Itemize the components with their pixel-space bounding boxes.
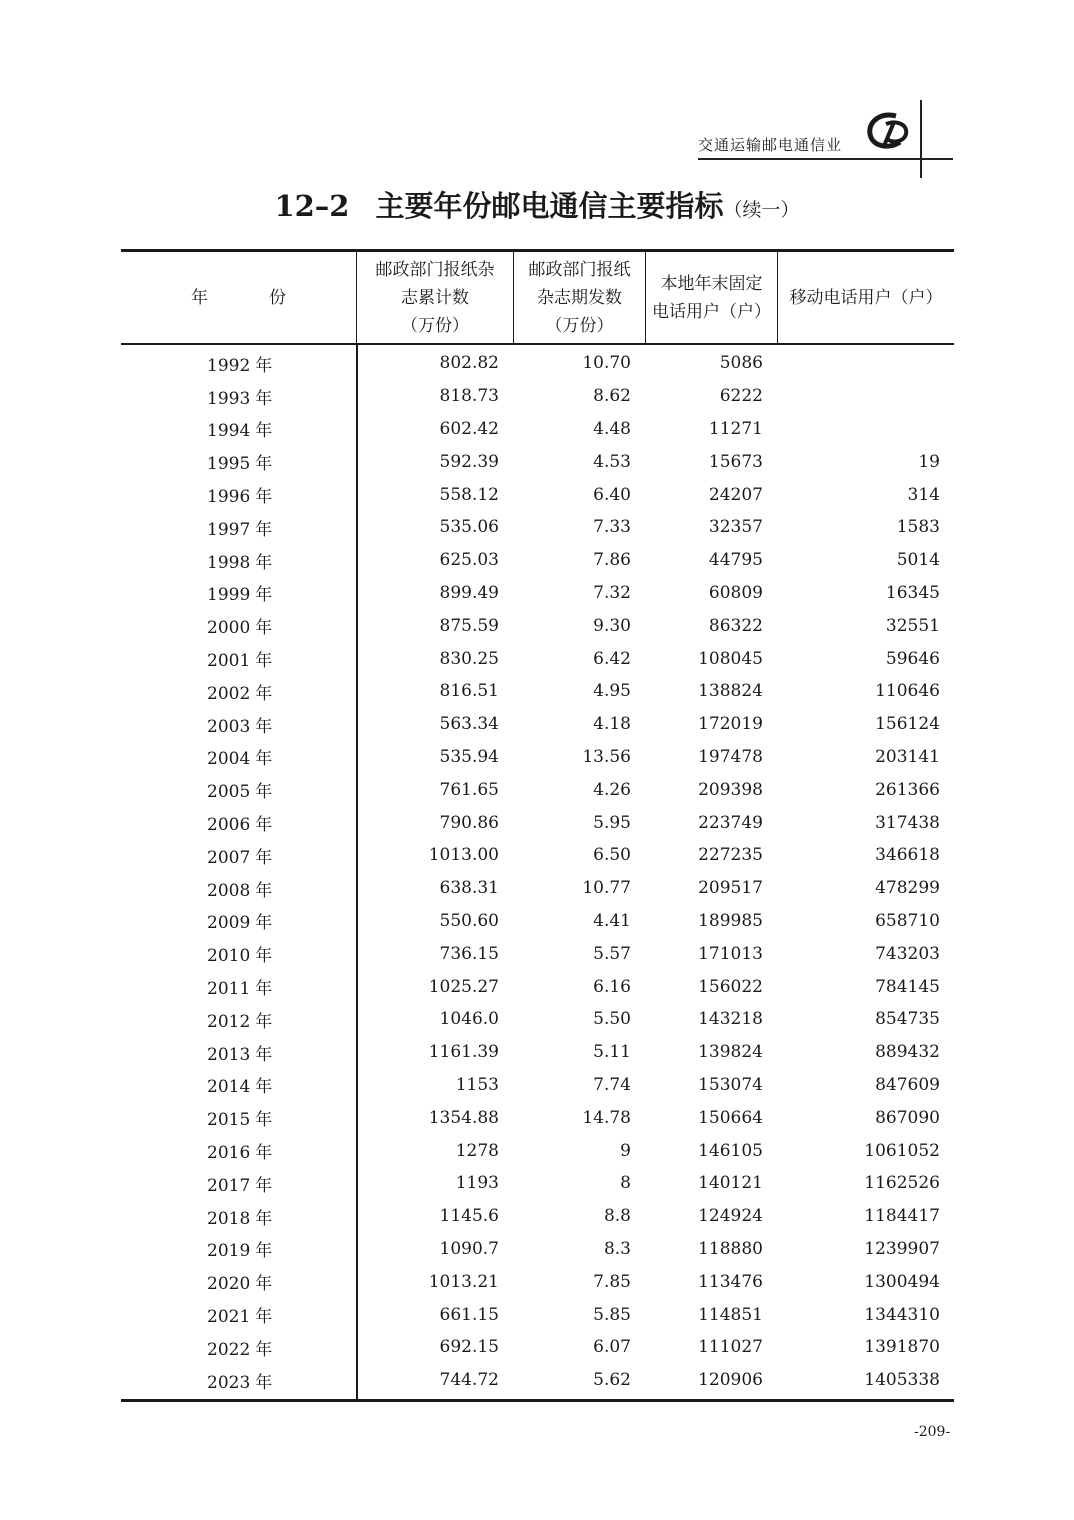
table-row (121, 839, 954, 872)
cell-v3: 223749 (698, 812, 763, 833)
table-row (121, 1134, 954, 1167)
cell-year (121, 1335, 356, 1360)
cell-v4: 1405338 (864, 1370, 940, 1391)
cell-v1: 1354.88 (428, 1107, 499, 1128)
cell-v1: 692.15 (439, 1337, 499, 1358)
cell-v4: 261366 (875, 779, 940, 800)
cell-v2: 5.57 (593, 943, 631, 964)
cell-v2: 9 (620, 1140, 631, 1161)
cell-year (121, 351, 356, 376)
cell-year (121, 384, 356, 409)
table-row (121, 1036, 954, 1069)
year-suffix: 年 (255, 1307, 273, 1327)
cell-v4: 478299 (875, 878, 940, 899)
cell-v1: 1025.27 (428, 976, 499, 997)
cell-v3: 138824 (698, 681, 763, 702)
cell-year (121, 1302, 356, 1327)
cell-v4: 346618 (875, 845, 940, 866)
cell-v3: 172019 (698, 714, 763, 735)
year-value: 2014 (207, 1077, 251, 1098)
year-value: 2009 (207, 913, 251, 934)
year-suffix: 年 (255, 1208, 273, 1229)
year-suffix: 年 (255, 749, 273, 770)
cell-year (121, 1269, 356, 1294)
cell-year (121, 941, 356, 966)
table-row (121, 970, 954, 1003)
header-fixed-telephone-users: 本地年末固定 电话用户（户） (645, 252, 777, 343)
year-value: 2023 (207, 1372, 251, 1393)
table-row (121, 1101, 954, 1134)
cell-v3: 120906 (698, 1370, 763, 1391)
year-value: 1995 (207, 454, 251, 475)
cell-year (121, 548, 356, 573)
table-row (121, 642, 954, 675)
cell-year (121, 876, 356, 901)
table-row (121, 741, 954, 774)
cell-v3: 11271 (708, 418, 763, 439)
year-suffix: 年 (255, 651, 273, 672)
cell-v2: 6.50 (593, 845, 631, 866)
year-suffix: 年 (255, 815, 273, 836)
cell-v2: 5.62 (593, 1370, 631, 1391)
cell-v1: 818.73 (439, 386, 499, 407)
cell-year (121, 744, 356, 769)
cell-v1: 602.42 (439, 418, 499, 439)
page-title (0, 184, 1074, 225)
cell-v1: 1145.6 (439, 1206, 499, 1227)
cell-year (121, 974, 356, 999)
cell-v1: 535.06 (439, 517, 499, 538)
year-suffix: 年 (255, 1372, 273, 1393)
cell-v4: 1391870 (864, 1337, 940, 1358)
title-suffix: （续一） (723, 199, 800, 221)
year-suffix: 年 (255, 1011, 273, 1032)
year-value: 1997 (207, 519, 251, 540)
year-suffix: 年 (255, 487, 273, 508)
cell-v4: 1239907 (864, 1238, 940, 1259)
cell-v1: 761.65 (439, 779, 499, 800)
year-suffix: 年 (255, 1274, 273, 1295)
year-suffix: 年 (255, 1044, 273, 1065)
cell-v1: 1013.21 (428, 1271, 499, 1292)
cell-v2: 5.95 (593, 812, 631, 833)
cell-year (121, 712, 356, 737)
year-value: 1998 (207, 552, 251, 573)
cell-v4: 59646 (885, 648, 940, 669)
cell-v1: 638.31 (439, 878, 499, 899)
cell-v4: 784145 (875, 976, 940, 997)
year-value: 2020 (207, 1274, 251, 1295)
cell-v3: 32357 (708, 517, 763, 538)
cell-v1: 1161.39 (428, 1042, 499, 1063)
year-suffix: 年 (255, 716, 273, 737)
cell-v2: 5.11 (593, 1042, 631, 1063)
cell-v2: 4.53 (593, 451, 631, 472)
cell-v2: 8.3 (603, 1238, 631, 1259)
cell-v2: 5.50 (593, 1009, 631, 1030)
year-value: 2004 (207, 749, 251, 770)
cell-v3: 108045 (698, 648, 763, 669)
year-value: 2012 (207, 1011, 251, 1032)
table-row (121, 1265, 954, 1298)
table-row (121, 806, 954, 839)
header-mobile-phone-users: 移动电话用户（户） (777, 252, 954, 343)
cell-year (121, 1040, 356, 1065)
cell-v1: 661.15 (439, 1304, 499, 1325)
cell-year (121, 1007, 356, 1032)
year-suffix: 年 (255, 1175, 273, 1196)
year-suffix: 年 (255, 519, 273, 540)
cell-v3: 111027 (698, 1337, 763, 1358)
cell-v4: 314 (907, 484, 940, 505)
cell-v2: 7.74 (593, 1074, 631, 1095)
table-row (121, 609, 954, 642)
table-row (121, 380, 954, 413)
cell-v4: 19 (918, 451, 940, 472)
cell-v4: 1583 (896, 517, 940, 538)
cell-v1: 1013.00 (428, 845, 499, 866)
year-suffix: 年 (255, 683, 273, 704)
cell-year (121, 810, 356, 835)
cell-v4: 1162526 (864, 1173, 940, 1194)
cell-v3: 15673 (708, 451, 763, 472)
year-value: 1999 (207, 585, 251, 606)
table-row (121, 1069, 954, 1102)
year-suffix: 年 (255, 585, 273, 606)
cell-v4: 16345 (885, 582, 940, 603)
cell-v2: 6.16 (593, 976, 631, 997)
page-number: -209- (914, 1424, 951, 1440)
year-value: 1996 (207, 487, 251, 508)
cell-year (121, 482, 356, 507)
table-row (121, 478, 954, 511)
year-value: 2000 (207, 618, 251, 639)
title-text: 主要年份邮电通信主要指标 (375, 189, 724, 223)
table-row (121, 773, 954, 806)
table-row (121, 872, 954, 905)
cell-v4: 317438 (875, 812, 940, 833)
table-row (121, 937, 954, 970)
cell-v2: 6.40 (593, 484, 631, 505)
cell-v4: 658710 (875, 910, 940, 931)
table-row (121, 1364, 954, 1397)
cell-v2: 6.42 (593, 648, 631, 669)
cell-v1: 1193 (455, 1173, 499, 1194)
cell-v2: 7.33 (593, 517, 631, 538)
table-row (121, 708, 954, 741)
table-row (121, 1331, 954, 1364)
cell-v3: 197478 (698, 746, 763, 767)
cell-v3: 24207 (708, 484, 763, 505)
cell-v2: 9.30 (593, 615, 631, 636)
cell-v1: 625.03 (439, 550, 499, 571)
cell-v3: 60809 (708, 582, 763, 603)
table-row (121, 1233, 954, 1266)
cell-v3: 139824 (698, 1042, 763, 1063)
cell-v1: 899.49 (439, 582, 499, 603)
cell-v2: 10.70 (582, 353, 631, 374)
year-value: 2008 (207, 880, 251, 901)
table-row (121, 413, 954, 446)
cell-v2: 14.78 (582, 1107, 631, 1128)
cell-v4: 5014 (896, 550, 940, 571)
cell-year (121, 1368, 356, 1393)
table-row (121, 1003, 954, 1036)
table-row (121, 347, 954, 380)
cell-v2: 8.62 (593, 386, 631, 407)
year-suffix: 年 (255, 355, 273, 376)
table-row (121, 675, 954, 708)
cell-year (121, 679, 356, 704)
cell-v3: 5086 (719, 353, 763, 374)
cell-v1: 816.51 (439, 681, 499, 702)
year-value: 2017 (207, 1175, 251, 1196)
cell-v2: 8.8 (603, 1206, 631, 1227)
logo-icon (866, 110, 912, 154)
year-value: 2013 (207, 1044, 251, 1065)
table-row (121, 445, 954, 478)
year-suffix: 年 (255, 946, 273, 967)
table-bottom-rule (121, 1399, 954, 1402)
year-value: 2010 (207, 946, 251, 967)
year-value: 2001 (207, 651, 251, 672)
cell-v1: 1278 (455, 1140, 499, 1161)
cell-v1: 592.39 (439, 451, 499, 472)
cell-v4: 847609 (875, 1074, 940, 1095)
cell-year (121, 613, 356, 638)
cell-v2: 7.32 (593, 582, 631, 603)
cell-v3: 150664 (698, 1107, 763, 1128)
cell-v3: 118880 (698, 1238, 763, 1259)
cell-v3: 209398 (698, 779, 763, 800)
year-suffix: 年 (255, 421, 273, 442)
cell-v4: 1300494 (864, 1271, 940, 1292)
cell-v1: 550.60 (439, 910, 499, 931)
year-suffix: 年 (255, 552, 273, 573)
cell-v4: 156124 (875, 714, 940, 735)
cell-v1: 802.82 (439, 353, 499, 374)
cell-v2: 4.95 (593, 681, 631, 702)
cell-v1: 744.72 (439, 1370, 499, 1391)
cell-v3: 86322 (708, 615, 763, 636)
year-value: 2022 (207, 1339, 251, 1360)
cell-v1: 736.15 (439, 943, 499, 964)
year-suffix: 年 (255, 782, 273, 803)
cell-v3: 227235 (698, 845, 763, 866)
year-value: 2002 (207, 683, 251, 704)
year-value: 2011 (207, 979, 251, 1000)
header-cumulative-newspapers: 邮政部门报纸杂 志累计数 （万份） (356, 252, 513, 343)
cell-year (121, 1236, 356, 1261)
cell-year (121, 580, 356, 605)
cell-v4: 743203 (875, 943, 940, 964)
table-row (121, 1298, 954, 1331)
table-row (121, 905, 954, 938)
year-suffix: 年 (255, 1241, 273, 1262)
year-value: 2019 (207, 1241, 251, 1262)
header-periodical-circulation: 邮政部门报纸 杂志期发数 （万份） (513, 252, 645, 343)
cell-year (121, 449, 356, 474)
cell-year (121, 908, 356, 933)
statistics-table (121, 249, 954, 1402)
cell-v4: 854735 (875, 1009, 940, 1030)
cell-v4: 32551 (885, 615, 940, 636)
header-vertical-rule (920, 100, 922, 178)
cell-v2: 7.86 (593, 550, 631, 571)
year-value: 2007 (207, 847, 251, 868)
cell-v3: 146105 (698, 1140, 763, 1161)
table-body (121, 345, 954, 1399)
header-rule (698, 158, 953, 160)
cell-v3: 140121 (698, 1173, 763, 1194)
year-value: 1994 (207, 421, 251, 442)
cell-v2: 4.41 (593, 910, 631, 931)
year-suffix: 年 (255, 1339, 273, 1360)
year-suffix: 年 (255, 847, 273, 868)
cell-v3: 171013 (698, 943, 763, 964)
cell-year (121, 416, 356, 441)
year-suffix: 年 (255, 1077, 273, 1098)
table-row (121, 1200, 954, 1233)
header-year: 年 份 (191, 287, 308, 308)
cell-year (121, 1072, 356, 1097)
cell-v3: 153074 (698, 1074, 763, 1095)
cell-v3: 156022 (698, 976, 763, 997)
table-row (121, 1167, 954, 1200)
year-suffix: 年 (255, 388, 273, 409)
cell-v4: 889432 (875, 1042, 940, 1063)
year-value: 2005 (207, 782, 251, 803)
table-number: 12–2 (274, 189, 350, 223)
year-value: 1992 (207, 355, 251, 376)
year-suffix: 年 (255, 618, 273, 639)
year-value: 2003 (207, 716, 251, 737)
cell-v1: 1090.7 (439, 1238, 499, 1259)
cell-v2: 13.56 (582, 746, 631, 767)
cell-v1: 563.34 (439, 714, 499, 735)
cell-v2: 4.48 (593, 418, 631, 439)
cell-year (121, 1204, 356, 1229)
cell-year (121, 843, 356, 868)
cell-v3: 143218 (698, 1009, 763, 1030)
cell-year (121, 1105, 356, 1130)
cell-v3: 6222 (719, 386, 763, 407)
cell-v1: 830.25 (439, 648, 499, 669)
year-value: 2016 (207, 1143, 251, 1164)
year-value: 2018 (207, 1208, 251, 1229)
cell-v2: 6.07 (593, 1337, 631, 1358)
year-suffix: 年 (255, 880, 273, 901)
cell-year (121, 1171, 356, 1196)
cell-v3: 113476 (698, 1271, 763, 1292)
year-suffix: 年 (255, 979, 273, 1000)
table-header-row (121, 252, 954, 343)
cell-year (121, 777, 356, 802)
cell-v3: 114851 (698, 1304, 763, 1325)
cell-v3: 189985 (698, 910, 763, 931)
year-value: 2006 (207, 815, 251, 836)
table-row (121, 577, 954, 610)
cell-v2: 8 (620, 1173, 631, 1194)
running-header: 交通运输邮电通信业 (698, 136, 843, 154)
cell-v3: 124924 (698, 1206, 763, 1227)
cell-v1: 875.59 (439, 615, 499, 636)
cell-v4: 203141 (875, 746, 940, 767)
cell-v1: 535.94 (439, 746, 499, 767)
cell-v1: 790.86 (439, 812, 499, 833)
cell-v2: 5.85 (593, 1304, 631, 1325)
cell-v2: 7.85 (593, 1271, 631, 1292)
year-suffix: 年 (255, 913, 273, 934)
cell-year (121, 515, 356, 540)
cell-year (121, 646, 356, 671)
cell-v4: 1061052 (864, 1140, 940, 1161)
cell-year (121, 1138, 356, 1163)
year-value: 2021 (207, 1307, 251, 1327)
year-suffix: 年 (255, 1143, 273, 1164)
cell-v1: 1046.0 (439, 1009, 499, 1030)
table-row (121, 544, 954, 577)
year-value: 1993 (207, 388, 251, 409)
cell-v3: 44795 (708, 550, 763, 571)
year-suffix: 年 (255, 454, 273, 475)
cell-v3: 209517 (698, 878, 763, 899)
cell-v4: 1344310 (864, 1304, 940, 1325)
cell-v2: 10.77 (582, 878, 631, 899)
cell-v4: 1184417 (864, 1206, 940, 1227)
table-row (121, 511, 954, 544)
cell-v4: 867090 (875, 1107, 940, 1128)
year-value: 2015 (207, 1110, 251, 1131)
year-suffix: 年 (255, 1110, 273, 1131)
cell-v1: 1153 (455, 1074, 499, 1095)
cell-v1: 558.12 (439, 484, 499, 505)
cell-v2: 4.18 (593, 714, 631, 735)
cell-v2: 4.26 (593, 779, 631, 800)
cell-v4: 110646 (875, 681, 940, 702)
